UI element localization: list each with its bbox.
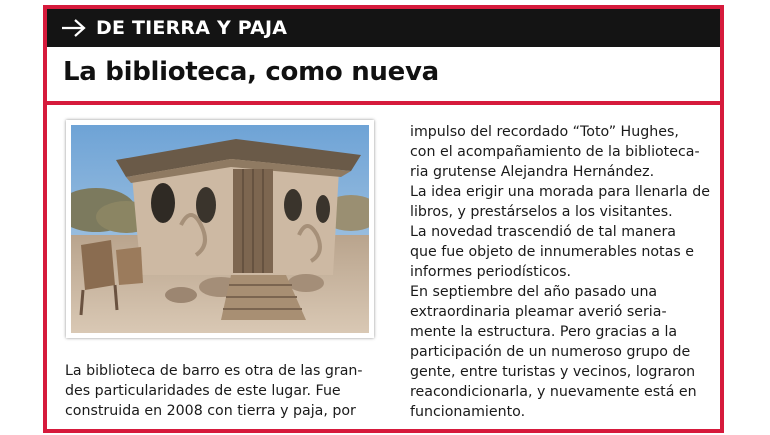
- mud-library-building-icon: [71, 125, 369, 333]
- body-line: mente la estructura. Pero gracias a la: [410, 324, 678, 340]
- article-body-left: [65, 361, 365, 421]
- body-line: que fue objeto de innumerables notas e: [410, 244, 694, 260]
- body-line: La idea erigir una morada para llenarla de: [410, 184, 710, 200]
- body-line: informes periodísticos.: [410, 264, 572, 280]
- body-line: participación de un numeroso grupo de: [410, 344, 691, 360]
- body-line: con el acompañamiento de la biblioteca-: [410, 144, 700, 160]
- body-line: construida en 2008 con tierra y paja, por: [65, 403, 356, 419]
- article-body-right: [410, 122, 715, 422]
- body-line: La biblioteca de barro es otra de las gran-: [65, 363, 363, 379]
- body-line: extraordinaria pleamar averió seria-: [410, 304, 667, 320]
- body-line: impulso del recordado “Toto” Hughes,: [410, 124, 679, 140]
- body-line: gente, entre turistas y vecinos, lograron: [410, 364, 696, 380]
- section-label: DE TIERRA Y PAJA: [96, 17, 288, 39]
- arrow-right-icon: [61, 18, 87, 38]
- article-photo: [66, 120, 374, 338]
- headline: La biblioteca, como nueva: [63, 57, 439, 87]
- body-line: En septiembre del año pasado una: [410, 284, 658, 300]
- section-header: [47, 9, 720, 47]
- body-line: La novedad trascendió de tal manera: [410, 224, 676, 240]
- body-line: libros, y prestárselos a los visitantes.: [410, 204, 673, 220]
- body-line: funcionamiento.: [410, 404, 526, 420]
- article-frame: [43, 5, 724, 433]
- body-line: des particularidades de este lugar. Fue: [65, 383, 341, 399]
- red-divider: [47, 101, 720, 105]
- body-line: ria grutense Alejandra Hernández.: [410, 164, 655, 180]
- body-line: reacondicionarla, y nuevamente está en: [410, 384, 697, 400]
